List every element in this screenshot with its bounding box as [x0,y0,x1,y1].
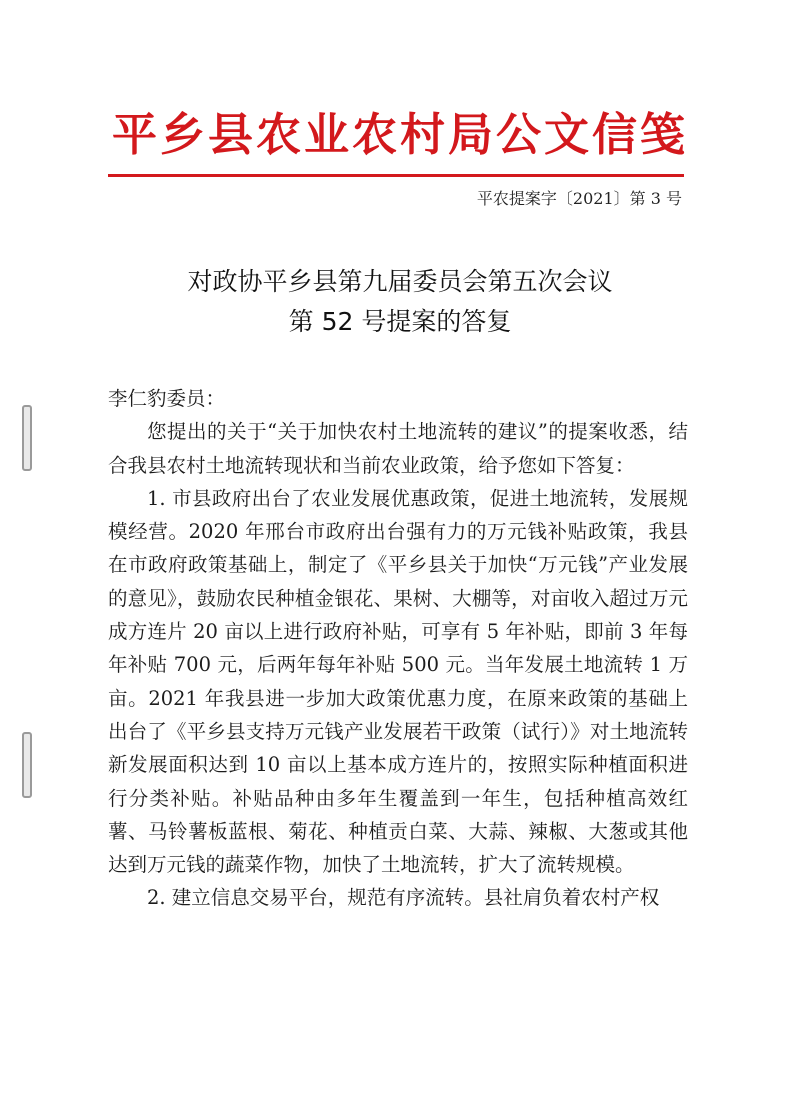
document-body [108,382,688,915]
document-title-line-2: 第 52 号提案的答复 [288,307,512,336]
binding-staple [22,405,32,471]
document-number: 平农提案字〔2021〕第 3 号 [476,189,682,208]
document-title-line-1: 对政协平乡县第九届委员会第五次会议 [187,267,613,296]
letterhead-divider [108,174,684,177]
letterhead-title: 平乡县农业农村局公文信笺 [111,108,688,161]
body-paragraph: 1. 市县政府出台了农业发展优惠政策，促进土地流转，发展规模经营。2020 年邢台市政府出台强有力的万元钱补贴政策，我县在市政府政策基础上，制定了《平乡县关于加快“万元钱”产业发展的意见》，鼓励农民种植金银花、果树、大棚等，对亩收入超过万元成方连片 20 亩以上进行政府补贴，可享有 5 年补贴，即前 3 年每年补贴 700 元，后两年每年补贴 500 元。当年发展土地流转 1 万亩。2021 年我县进一步加大政策优惠力度，在原来政策的基础上出台了《平乡县支持万元钱产业发展若干政策（试行）》对土地流转新发展面积达到 10 亩以上基本成方连片的，按照实际种植面积进行分类补贴。补贴品种由多年生覆盖到一年生，包括种植高效红薯、马铃薯板蓝根、菊花、种植贡白菜、大蒜、辣椒、大葱或其他达到万元钱的蔬菜作物，加快了土地流转，扩大了流转规模。 [108,486,688,877]
body-paragraph: 您提出的关于“关于加快农村土地流转的建议”的提案收悉，结合我县农村土地流转现状和当前农业政策，给予您如下答复： [108,420,688,477]
body-paragraph: 2. 建立信息交易平台，规范有序流转。县社肩负着农村产权 [147,886,660,910]
binding-staple [22,732,32,798]
salutation: 李仁豹委员： [108,387,226,410]
